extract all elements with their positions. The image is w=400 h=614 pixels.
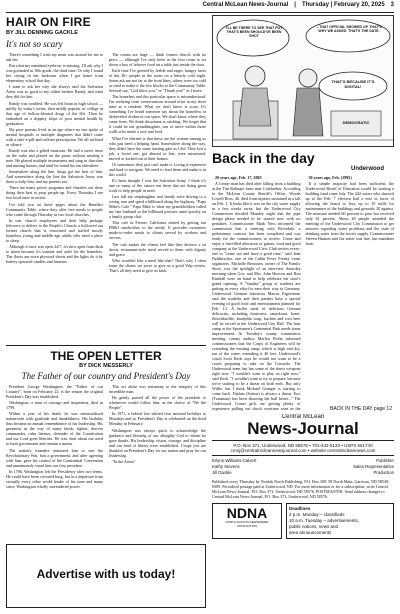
paragraph: But what my mainland eyebrow is missing, I'll ask why I was grounded in 10th grade, the third time. Or why I found her crying in her bedroom when I got home from elementary school that day. (6, 63, 103, 84)
deadline-line: 10 a.m. Tuesday – advertisements, (289, 518, 360, 523)
paragraph: The rooms are huge — think former church with no pews — although I've only been in the first room to set down a box of leftover food on a table just inside the door. (109, 52, 206, 67)
paragraph: The nation's founders entrusted him to win the Revolutionary War, ban a government, and after agreeing with him, gave his control of the Continental Convention and unanimously voted him our first president. (6, 447, 103, 468)
paragraph: Within a year of his death, he was memorialized nationwide with gratitude and thankfulness. His birthday thus became an annual remembrance of his leadership. His greatness in the way of many kinds: fighter, derives commander, calm listener, defender of the Constitution and our Lord greet liberties. He was clear about our need to limit government and remain a nation. (6, 411, 103, 447)
header-paper-name: Central McLean News-Journal (202, 2, 289, 8)
paragraph: There's something I wish my mom was around for me to ask her. (6, 52, 103, 62)
back-in-the-day-section (212, 150, 394, 412)
paragraph: The homeless and this particular space is misunderstood. I'm realizing from conversations around town in my short time as a resident. What we don't know is scary. It's something I've heard someone say about the homeless or disheveled clothes in our space. We don't know where they came from. We think discontent is catching. We forget that it could be our granddaughter, son or niece within those walls who needs a roof and food. (109, 94, 206, 135)
speech-bubble-2: ...THAT OFFICIAL SHOWED UP. THAT'S WHY WE ASKED. THAT'S THE DATE. (316, 25, 382, 34)
paragraph: Who wouldn't like a meal like that? That's why I often tease the clients we serve to give us a good Yelp review. That's all they need to give us back. (109, 257, 206, 273)
text-column (6, 384, 103, 490)
paragraph: Randy was troubled. He was left brain in high school — mildly by today's terms, then mildly popular in college in that age of hollow-bloated drugs of the 60s. Then he embarked on a slippery slope of poor mental health by graduation. (6, 100, 103, 126)
column-body (6, 52, 206, 274)
deadlines-heading: Deadlines (289, 506, 311, 511)
paragraph: Last fall my stepdaughter and family were driving to a wrong turn and spied a billboard along the highway. "Papa Mike's Cafe." Papa Mike is what my grandchildren called my late husband so the billboard pictures came quickly on a family group chat. (109, 194, 206, 220)
staff-row: Erlynn Williams-Calvert Publisher (212, 458, 394, 463)
paragraph: Although it once was open 24/7, it's now open from dusk to dawn because it's warmer and safer for the homeless. The floors are worn plywood sheets and the lights do it by battery operated candles and lanterns. (6, 243, 103, 264)
open-letter-column (6, 345, 206, 540)
paragraph: This cafe in Fresno, California started by getting out PB&J sandwiches to the needy. It provides customers made-to-order meals to clients served by workers and servers. (109, 220, 206, 241)
year-text: If a simple majority had been sufficient, the Underwood Board of Education would be starting a building fund come July. The 242 voters who showed up at the Feb. 7 election had a vote in favor of allowing the board to levy up to 10 mills for maintenance of the buildings and grounds, 20 against. The measure needed 60 percent to pass but received only 61 percent. About 40 people attended the meeting of the Underwood City Commission to get answers regarding water problems and the state of drinking water from the town's supply. Commissioner Steven Hanson said the water was fine, but mandates from (305, 181, 394, 247)
paragraph: This act alone was testimony to the integrity of this incredible man. (109, 384, 206, 394)
publication-info: Published every Thursday by Nordak North Publishing, P.O. Box 309, 59 North Main, Garrison, ND 58540-0309. Periodical postage paid at Underwood, ND. For more information or for a subscription, write Central McLean News-Journal, P.O. Box 371, Underwood, ND 58576. POSTMASTER: Send address changes to Central McLean News-Journal, P.O. Box 371, Underwood, ND 58576. (212, 479, 390, 499)
header-date: Thursday | February 20, 2025 (301, 2, 385, 8)
newspaper-masthead (212, 414, 394, 608)
page-header: Central McLean News-Journal | Thursday | February 20, 2025 3 (6, 2, 394, 13)
paragraph: In 1971, a federal law shifted four national holidays to Mondays and so President's Day is celebrated on the third Monday in February. (109, 411, 206, 427)
advertise-box (6, 544, 206, 608)
paragraph: The cafe makes the clients feel like they deserve a sit down, restaurant-style meal served to them with dignity and grace. (109, 241, 206, 257)
paragraph: My poor parents lived in an age where no one spoke of mental hospitals or multiple diagnoses that didn't come with a take-a-pill-and-call-me prescription. We all suffered in silence. (6, 126, 103, 147)
deadlines-box (286, 503, 394, 539)
column-byline: BY JILL DENNING GACKLE (6, 30, 78, 36)
section-byline: Underwood (351, 166, 384, 172)
association-logo-subtext: NORTH DAKOTA NEWSPAPER ASSOCIATION (225, 520, 269, 528)
paragraph: "In the Arena" (112, 458, 136, 464)
paragraph: It's been thought I was the Salvation Army. I think it's one or many of the causes out there that are doing great work to help people in need. (109, 177, 206, 193)
paragraph: Washington, a man of courage and inspiration, died in 1799. (6, 400, 103, 411)
text-column (109, 384, 206, 490)
deadline-line: area announcements (289, 530, 332, 535)
paragraph: He gently passed all the power of the president to whomever would follow him, as the choice of "We the People". (109, 395, 206, 411)
staff-list (212, 458, 394, 476)
paragraph: Washington was always quick to acknowledge the guidance and blessing of our almighty God to whom he gave thanks. His leadership, vision, courage, and discipline and our land of liberty were established. I hope you are thankful on President's Day for our nation and pray for our leadership. (109, 427, 206, 458)
text-column (306, 175, 395, 412)
editorial-cartoon (212, 15, 394, 147)
cartoon-sign: DEMOCRATIC (342, 120, 370, 125)
section-body (212, 175, 394, 412)
speech-bubble-1: I'LL BE THERE TO SEE THAT PUT THAT'S BEEN SHOULD'VE BEEN SHOT (225, 26, 283, 39)
paragraph: There are many pricey programs and charities out there doing their best to prop people up. Every Thursday I see two local ones in action. (6, 185, 103, 201)
advertise-text: Advertise with us today! (36, 567, 176, 581)
deadline-line: public notices, news and (289, 524, 339, 529)
continued-page-reference: BACK IN THE DAY page 12 (330, 406, 392, 412)
association-logo (212, 503, 282, 539)
paragraph: In one, church employees and their help package leftovers to deliver to the People's Church, a hollowed out former church that is renovated and staffed mostly homeless young and middle-age adults who need a place to sleep. (6, 217, 103, 243)
paragraph: I've told you on these pages about the Benedict Community Table, where they offer free meals to people who come through Thursday in two local churches. (6, 201, 103, 217)
association-logo-text: NDNA (226, 505, 268, 521)
paragraph: Somewhere along the line, drugs got the best of him. And somewhere along the line the Salvation Army was there to help him, and my parents too. (6, 169, 103, 185)
year-heading: 30 years ago, Feb. (1995) (308, 175, 352, 180)
column-body (6, 384, 206, 490)
paragraph: Each time I've greeted by feeble and eager, hungry faces of the 30+ people in the room on a bitterly cold night. Some ask me not far at the front lines, others were too cold or tired to make it the few blocks to the Community Table. Several say, "God bless you," or "Thank you!" as I leave. (109, 68, 206, 94)
paragraph: President George Washington, the "Father of our Country", born on February 22, is the reason the original President's Day was established. (6, 384, 103, 399)
text-column (6, 52, 103, 274)
staff-row: Kathy Stevens Sales Representative (212, 464, 394, 469)
paragraph: What I've learned is that these are the women among us who just need a helping hand. Somewhere along the way, they didn't have the same starting gate as I did. They lost a job, a loved one, got abused or lost, were mistreated, moved or kicked out of their homes. (109, 135, 206, 161)
column-deck: The Father of our country and President's Day (21, 371, 191, 381)
year-heading: 20 years ago, Feb. 17, 2005 (215, 175, 262, 180)
paragraph: Randy was also a gifted musician. He had a sweet tenor on the radio and played on the piano without missing a note. He played multiple instruments and sang in churches and nursing homes, and until he found his fan elsewhere. (6, 147, 103, 168)
year-text: A Center man has died after falling from a building at the Tim Rolinger farm near Coleharbor. According to the McLean County Sheriff's Office, Woods Lowell Ross, 46, died from injuries sustained in a fall on Feb. 1. It looks like it was on the city water supply in a few weeks away, but the Underwood City Commission decided Monday night that the pipe design phase needed to be started now with no penalties. Commissioner Mark Ness informed the commission that a meeting with Riverdale, a preliminary contract has been completed and was ready for the commissioners to review. Come and enjoy a fun-filled afternoon of games, food and good company at the Underwood Civic Club invites every-one to "come out and have a good time," said Jane Fudderscher, one of the Cabin Fever Frenzy event organizers. Michelle Broussen, owner of The Family Store, was the spotlight of an interview Saturday morning when Gov. and Mrs. John Hoeven and Ron Kimball were on hand to help celebrate the store's grand opening. A "Sunday" group of students are putting in every effort to earn their way to Germany. Underwood German instructor Marcia Fagerstrom said the students and their parents have a special evening of good food and entertainment planned for Feb. 13. A buffet meal of delicious German delicacies, including bratwurst, sauerkraut, kraut, fleischkuchle, knoephla soup, kuchen and root beer will be served at the Underwood City Hall. The host camp at the Sportsmen's Centennial Park needs some improvement. At Tuesday's county commission meeting, county auditor Marlyn Prohn informed commissioners that the Corps of Engineers will be extending the existing ramp, which is high and dry, out of the water, extending it 40 feet. Underwood's coach Scott Keck says he would not want to be a coach preparing to take on the Cossacks. The Underwood team last has some of the finest weapons right now. "I wouldn't want to play us right now," said Keck. "I wouldn't want to try to prepare, because we're starting to be a threat on both ends. But only Willie, but I think Michael Granger is starting to come back. Nathan (Sutton) is always a threat. Eric (Trautman) has been shooting the ball better..." The Underwood Comet girls are getting plenty of experience pulling out clutch overtime wins as the (212, 181, 301, 412)
paragraph: Or sometimes they just can't make it. Living is expensive and hard to navigate. We need to feed them and make it in this world. (109, 161, 206, 177)
column-title: HAIR ON FIRE (6, 15, 91, 29)
text-column (212, 175, 301, 412)
header-page-number: 3 (390, 2, 394, 8)
text-column (109, 52, 206, 274)
paragraph: I want to ask her why she always said the Salvation Army was so good to my oldest brother Randy, and what they did for him. (6, 84, 103, 100)
column-deck: It's not so scary (6, 39, 63, 49)
hair-on-fire-column (6, 15, 206, 335)
column-byline: BY DICK MESSERLY (79, 363, 133, 369)
masthead-email: cmnj@centralmcleannewsjournal.com • website centralmcleannews.com (230, 448, 376, 453)
speech-bubble-3: THAT'S BECAUSE IT'S DIGITAL! (331, 79, 375, 89)
section-title: Back in the day (212, 150, 315, 166)
masthead-big-name: News-Journal (247, 419, 359, 438)
masthead-small-name: Central McLean (281, 414, 325, 420)
staff-row: Jill Gackle Production (212, 470, 394, 475)
masthead-contact: P.O. Box 371, Underwood, ND 58576 • 701-442-5120 • USPS 661740 (233, 443, 373, 448)
deadline-line: 2 p.m. Monday – classifieds (289, 512, 345, 517)
paragraph: In 1796, Washington left the Presidency after two terms. He could have been crowned king, but in a departure from virtually every other world leader of his time and many since, Washington wholly surrendered power. (6, 468, 103, 489)
column-title: THE OPEN LETTER (50, 349, 162, 363)
